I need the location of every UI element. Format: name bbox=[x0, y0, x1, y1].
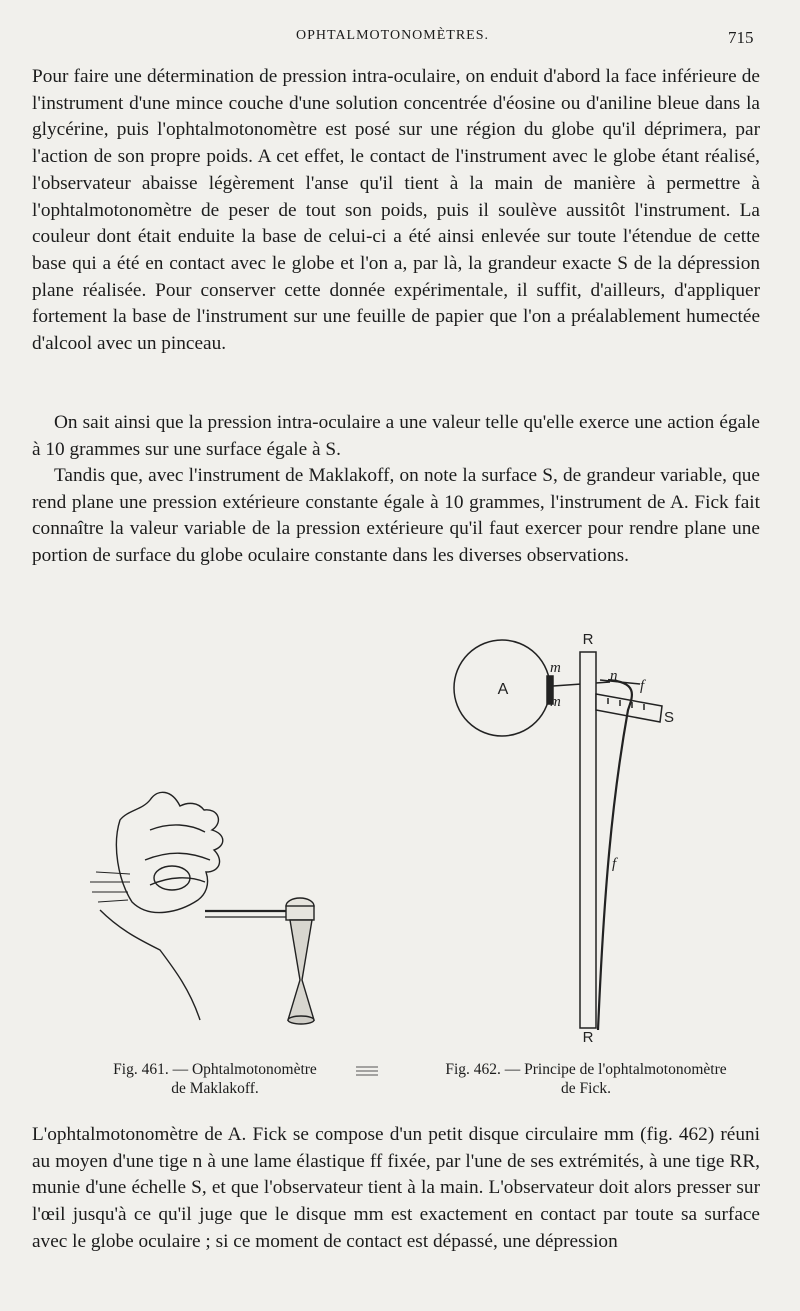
label-scale-S: S bbox=[664, 709, 675, 726]
paragraph-2: On sait ainsi que la pression intra-oculaire a une valeur telle qu'elle exerce une action égale à 10 grammes sur une surface égale à S. bbox=[32, 412, 760, 460]
label-rod-top: R bbox=[582, 631, 594, 648]
figure-461-caption-line2: de Maklakoff. bbox=[171, 1080, 259, 1097]
caption-separator-mark bbox=[354, 1064, 380, 1076]
label-eye-A: A bbox=[497, 681, 509, 698]
label-rod-bottom: R bbox=[582, 1029, 594, 1046]
paragraph-3: Tandis que, avec l'instrument de Maklakoff, on note la surface S, de grandeur variable, que rend plane une pression extérieure constante égale à 10 grammes, l'instrument de A. Fick fait connaître la valeur variable de la pression extérieure qu'il faut exercer pour rendre plane une portion de surface du globe oculaire constante dans les diverses observations. bbox=[32, 465, 760, 567]
running-head: OPHTALMOTONOMÈTRES. bbox=[296, 28, 490, 43]
label-disk-bottom: m bbox=[550, 694, 561, 710]
hand-drawing bbox=[116, 792, 222, 912]
figures-illustration bbox=[0, 610, 800, 1050]
instrument-body bbox=[288, 920, 314, 1020]
page-number: 715 bbox=[728, 28, 754, 47]
label-disk-top: m bbox=[550, 660, 561, 676]
figure-461-caption-line1: Fig. 461. — Ophtalmotonomètre bbox=[113, 1061, 317, 1078]
maklakoff-instrument-drawing bbox=[90, 792, 314, 1024]
label-spring-mid: f bbox=[612, 856, 617, 872]
figure-462-caption-line1: Fig. 462. — Principe de l'ophtalmotonomètre bbox=[445, 1061, 727, 1078]
spring-ff bbox=[598, 680, 632, 1030]
figure-462-caption-line2: de Fick. bbox=[561, 1080, 611, 1097]
label-spring-top: f bbox=[640, 678, 645, 694]
figures-area bbox=[0, 610, 800, 1050]
label-stem-n: n bbox=[610, 668, 618, 684]
page-header bbox=[0, 28, 800, 52]
paragraph-4: L'ophtalmotonomètre de A. Fick se compose d'un petit disque circulaire mm (fig. 462) réuni au moyen d'une tige n à une lame élastique ff fixée, par l'une de ses extrémités, à une tige RR, munie d'une échelle S, et que l'observateur tient à la main. L'observateur doit alors presser sur l'œil jusqu'à ce qu'il juge que le disque mm est exactement en contact par toute sa surface avec le globe oculaire ; si ce moment de contact est dépassé, une dépression bbox=[32, 1124, 760, 1252]
rod-RR bbox=[580, 652, 596, 1028]
figure-461-caption bbox=[80, 1060, 350, 1098]
paragraph-1: Pour faire une détermination de pression intra-oculaire, on enduit d'abord la face inférieure de l'instrument d'une mince couche d'une solution concentrée d'éosine ou d'aniline bleue dans la glycérine, puis l'ophtalmotonomètre est posé sur une région du globe qu'il déprimera, par l'action de son propre poids. A cet effet, le contact de l'instrument avec le globe étant réalisé, l'observateur abaisse légèrement l'anse qu'il tient à la main de manière à permettre à l'ophtalmotonomètre de peser de tout son poids, puis il soulève aussitôt l'instrument. La couleur dont était enduite la base de celui-ci a été ainsi enlevée sur toute l'étendue de cette base qui a été en contact avec le globe et l'on a, par là, la grandeur exacte S de la dépression plane réalisée. Pour conserver cette donnée expérimentale, il suffit, d'ailleurs, d'appliquer fortement la base de l'instrument sur une feuille de papier que l'on a préalablement humectée d'alcool avec un pinceau. bbox=[32, 66, 760, 355]
figure-462-caption bbox=[400, 1060, 772, 1098]
